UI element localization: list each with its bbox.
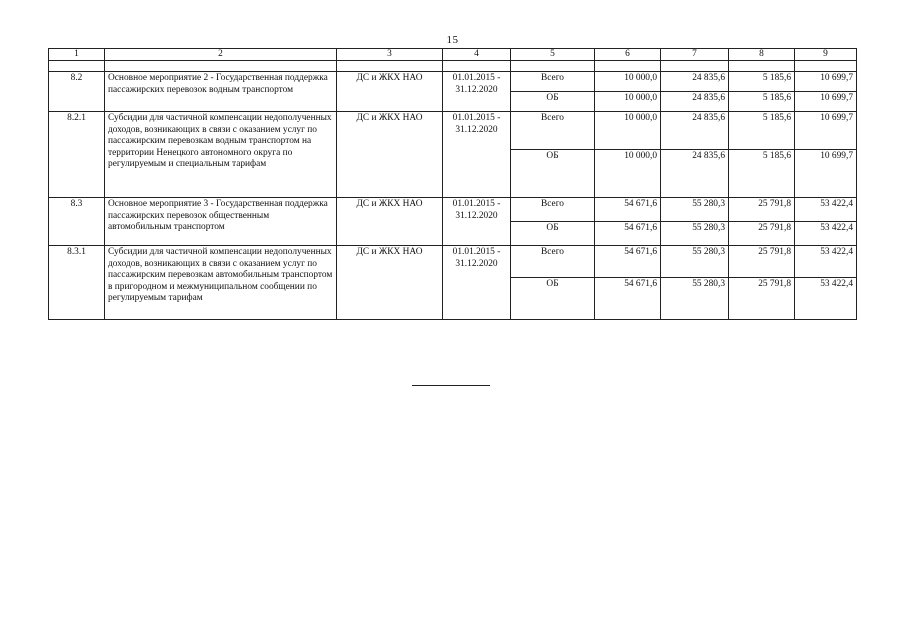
header-cell: 9: [795, 49, 857, 61]
header-cell: 2: [105, 49, 337, 61]
item-name: Основное мероприятие 3 - Государственная поддержка пассажирских перевозок общественным автомобильным транспортом: [105, 198, 337, 246]
funding-value: 10 000,0: [595, 72, 661, 92]
table-spacer-row: [49, 61, 857, 72]
item-number: 8.2: [49, 72, 105, 112]
item-number: 8.3: [49, 198, 105, 246]
item-executor: ДС и ЖКХ НАО: [337, 246, 443, 320]
program-table-body: [49, 49, 857, 320]
funding-value: 24 835,6: [661, 150, 729, 198]
item-period: 01.01.2015 - 31.12.2020: [443, 198, 511, 246]
item-name: Субсидии для частичной компенсации недополученных доходов, возникающих в связи с оказанием услуг по пассажирским перевозкам водным транспортом на территории Ненецкого автономного округа по регулируемым и специальным тарифам: [105, 112, 337, 198]
table-header-row: [49, 49, 857, 61]
funding-value: 55 280,3: [661, 198, 729, 222]
table-row: [49, 246, 857, 278]
funding-value: 5 185,6: [729, 150, 795, 198]
funding-value: 10 000,0: [595, 92, 661, 112]
funding-value: 10 699,7: [795, 112, 857, 150]
funding-value: 5 185,6: [729, 72, 795, 92]
header-cell: 4: [443, 49, 511, 61]
item-name: Основное мероприятие 2 - Государственная поддержка пассажирских перевозок водным транспортом: [105, 72, 337, 112]
funding-value: 55 280,3: [661, 246, 729, 278]
funding-value: 10 000,0: [595, 112, 661, 150]
funding-value: 24 835,6: [661, 72, 729, 92]
table-row: [49, 198, 857, 222]
funding-source: ОБ: [511, 92, 595, 112]
funding-value: 54 671,6: [595, 222, 661, 246]
funding-value: 5 185,6: [729, 112, 795, 150]
item-number: 8.2.1: [49, 112, 105, 198]
funding-value: 25 791,8: [729, 198, 795, 222]
funding-value: 54 671,6: [595, 246, 661, 278]
item-period: 01.01.2015 - 31.12.2020: [443, 72, 511, 112]
funding-value: 10 699,7: [795, 72, 857, 92]
table-row: [49, 112, 857, 150]
item-number: 8.3.1: [49, 246, 105, 320]
funding-value: 25 791,8: [729, 222, 795, 246]
item-period: 01.01.2015 - 31.12.2020: [443, 246, 511, 320]
funding-value: 54 671,6: [595, 278, 661, 320]
funding-value: 25 791,8: [729, 246, 795, 278]
funding-value: 53 422,4: [795, 246, 857, 278]
funding-value: 53 422,4: [795, 222, 857, 246]
funding-value: 25 791,8: [729, 278, 795, 320]
header-cell: 6: [595, 49, 661, 61]
funding-source: ОБ: [511, 150, 595, 198]
header-cell: 7: [661, 49, 729, 61]
funding-value: 10 000,0: [595, 150, 661, 198]
header-cell: 5: [511, 49, 595, 61]
funding-value: 10 699,7: [795, 150, 857, 198]
item-executor: ДС и ЖКХ НАО: [337, 72, 443, 112]
funding-value: 24 835,6: [661, 112, 729, 150]
header-cell: 1: [49, 49, 105, 61]
item-executor: ДС и ЖКХ НАО: [337, 198, 443, 246]
funding-value: 10 699,7: [795, 92, 857, 112]
funding-value: 55 280,3: [661, 222, 729, 246]
funding-value: 24 835,6: [661, 92, 729, 112]
funding-source: ОБ: [511, 222, 595, 246]
table-row: [49, 72, 857, 92]
page-number: 15: [446, 34, 459, 46]
header-cell: 8: [729, 49, 795, 61]
funding-value: 5 185,6: [729, 92, 795, 112]
item-executor: ДС и ЖКХ НАО: [337, 112, 443, 198]
funding-source: ОБ: [511, 278, 595, 320]
funding-value: 55 280,3: [661, 278, 729, 320]
funding-source: Всего: [511, 72, 595, 92]
header-cell: 3: [337, 49, 443, 61]
funding-value: 53 422,4: [795, 198, 857, 222]
item-period: 01.01.2015 - 31.12.2020: [443, 112, 511, 198]
funding-value: 54 671,6: [595, 198, 661, 222]
funding-source: Всего: [511, 198, 595, 222]
program-table: [48, 48, 857, 320]
item-name: Субсидии для частичной компенсации недополученных доходов, возникающих в связи с оказанием услуг по пассажирским перевозкам автомобильным транспортом в пригородном и межмуниципальном сообщении по регулируемым тарифам: [105, 246, 337, 320]
end-divider: [412, 385, 490, 386]
funding-source: Всего: [511, 246, 595, 278]
funding-source: Всего: [511, 112, 595, 150]
funding-value: 53 422,4: [795, 278, 857, 320]
